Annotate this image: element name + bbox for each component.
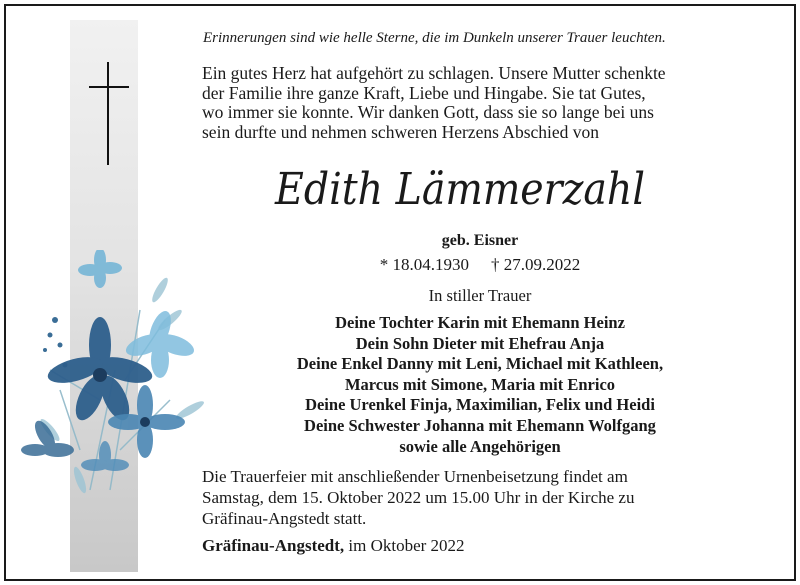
cross-icon-bar (89, 86, 129, 88)
family-list (200, 313, 760, 457)
service-line: Gräfinau-Angstedt statt. (202, 509, 367, 528)
birth-date: * 18.04.1930 (379, 255, 469, 274)
death-date: † 27.09.2022 (491, 255, 581, 274)
closing-date: im Oktober 2022 (348, 536, 465, 555)
family-line: Dein Sohn Dieter mit Ehefrau Anja (355, 333, 605, 353)
maiden-name: geb. Eisner (441, 232, 519, 249)
family-line: Deine Tochter Karin mit Ehemann Heinz (335, 313, 625, 332)
intro-line: Ein gutes Herz hat aufgehört zu schlagen. Unsere Mutter schenkte (202, 63, 666, 83)
family-line: Deine Schwester Johanna mit Ehemann Wolfgang (304, 415, 656, 435)
life-dates (200, 255, 760, 275)
closing-place: Gräfinau-Angstedt, (202, 536, 345, 555)
intro-line: wo immer sie konnte. Wir danken Gott, dass sie so lange bei uns (202, 102, 654, 123)
intro-line: sein durfte und nehmen schweren Herzens Abschied von (202, 121, 600, 142)
service-info (202, 466, 772, 529)
cross-icon (107, 62, 109, 165)
family-line: Deine Urenkel Finja, Maximilian, Felix und Heidi (305, 395, 655, 415)
motto-quote: Erinnerungen sind wie helle Sterne, die im Dunkeln unserer Trauer leuchten. (203, 30, 666, 46)
family-line: sowie alle Angehörigen (399, 436, 561, 456)
mourning-intro: In stiller Trauer (428, 286, 532, 305)
deceased-name (265, 152, 655, 232)
service-line: Die Trauerfeier mit anschließender Urnenbeisetzung findet am (202, 467, 628, 486)
service-line: Samstag, dem 15. Oktober 2022 um 15.00 Uhr in der Kirche zu (202, 488, 635, 507)
intro-text (202, 64, 762, 142)
family-line: Deine Enkel Danny mit Leni, Michael mit Kathleen, (296, 354, 664, 374)
closing-line (202, 536, 465, 556)
flower-bouquet-image (20, 250, 220, 500)
family-line: Marcus mit Simone, Maria mit Enrico (344, 374, 616, 394)
intro-line: der Familie ihre ganze Kraft, Liebe und Hingabe. Sie tat Gutes, (202, 82, 646, 103)
deceased-name-text: Edith Lämmerzahl (274, 164, 645, 215)
